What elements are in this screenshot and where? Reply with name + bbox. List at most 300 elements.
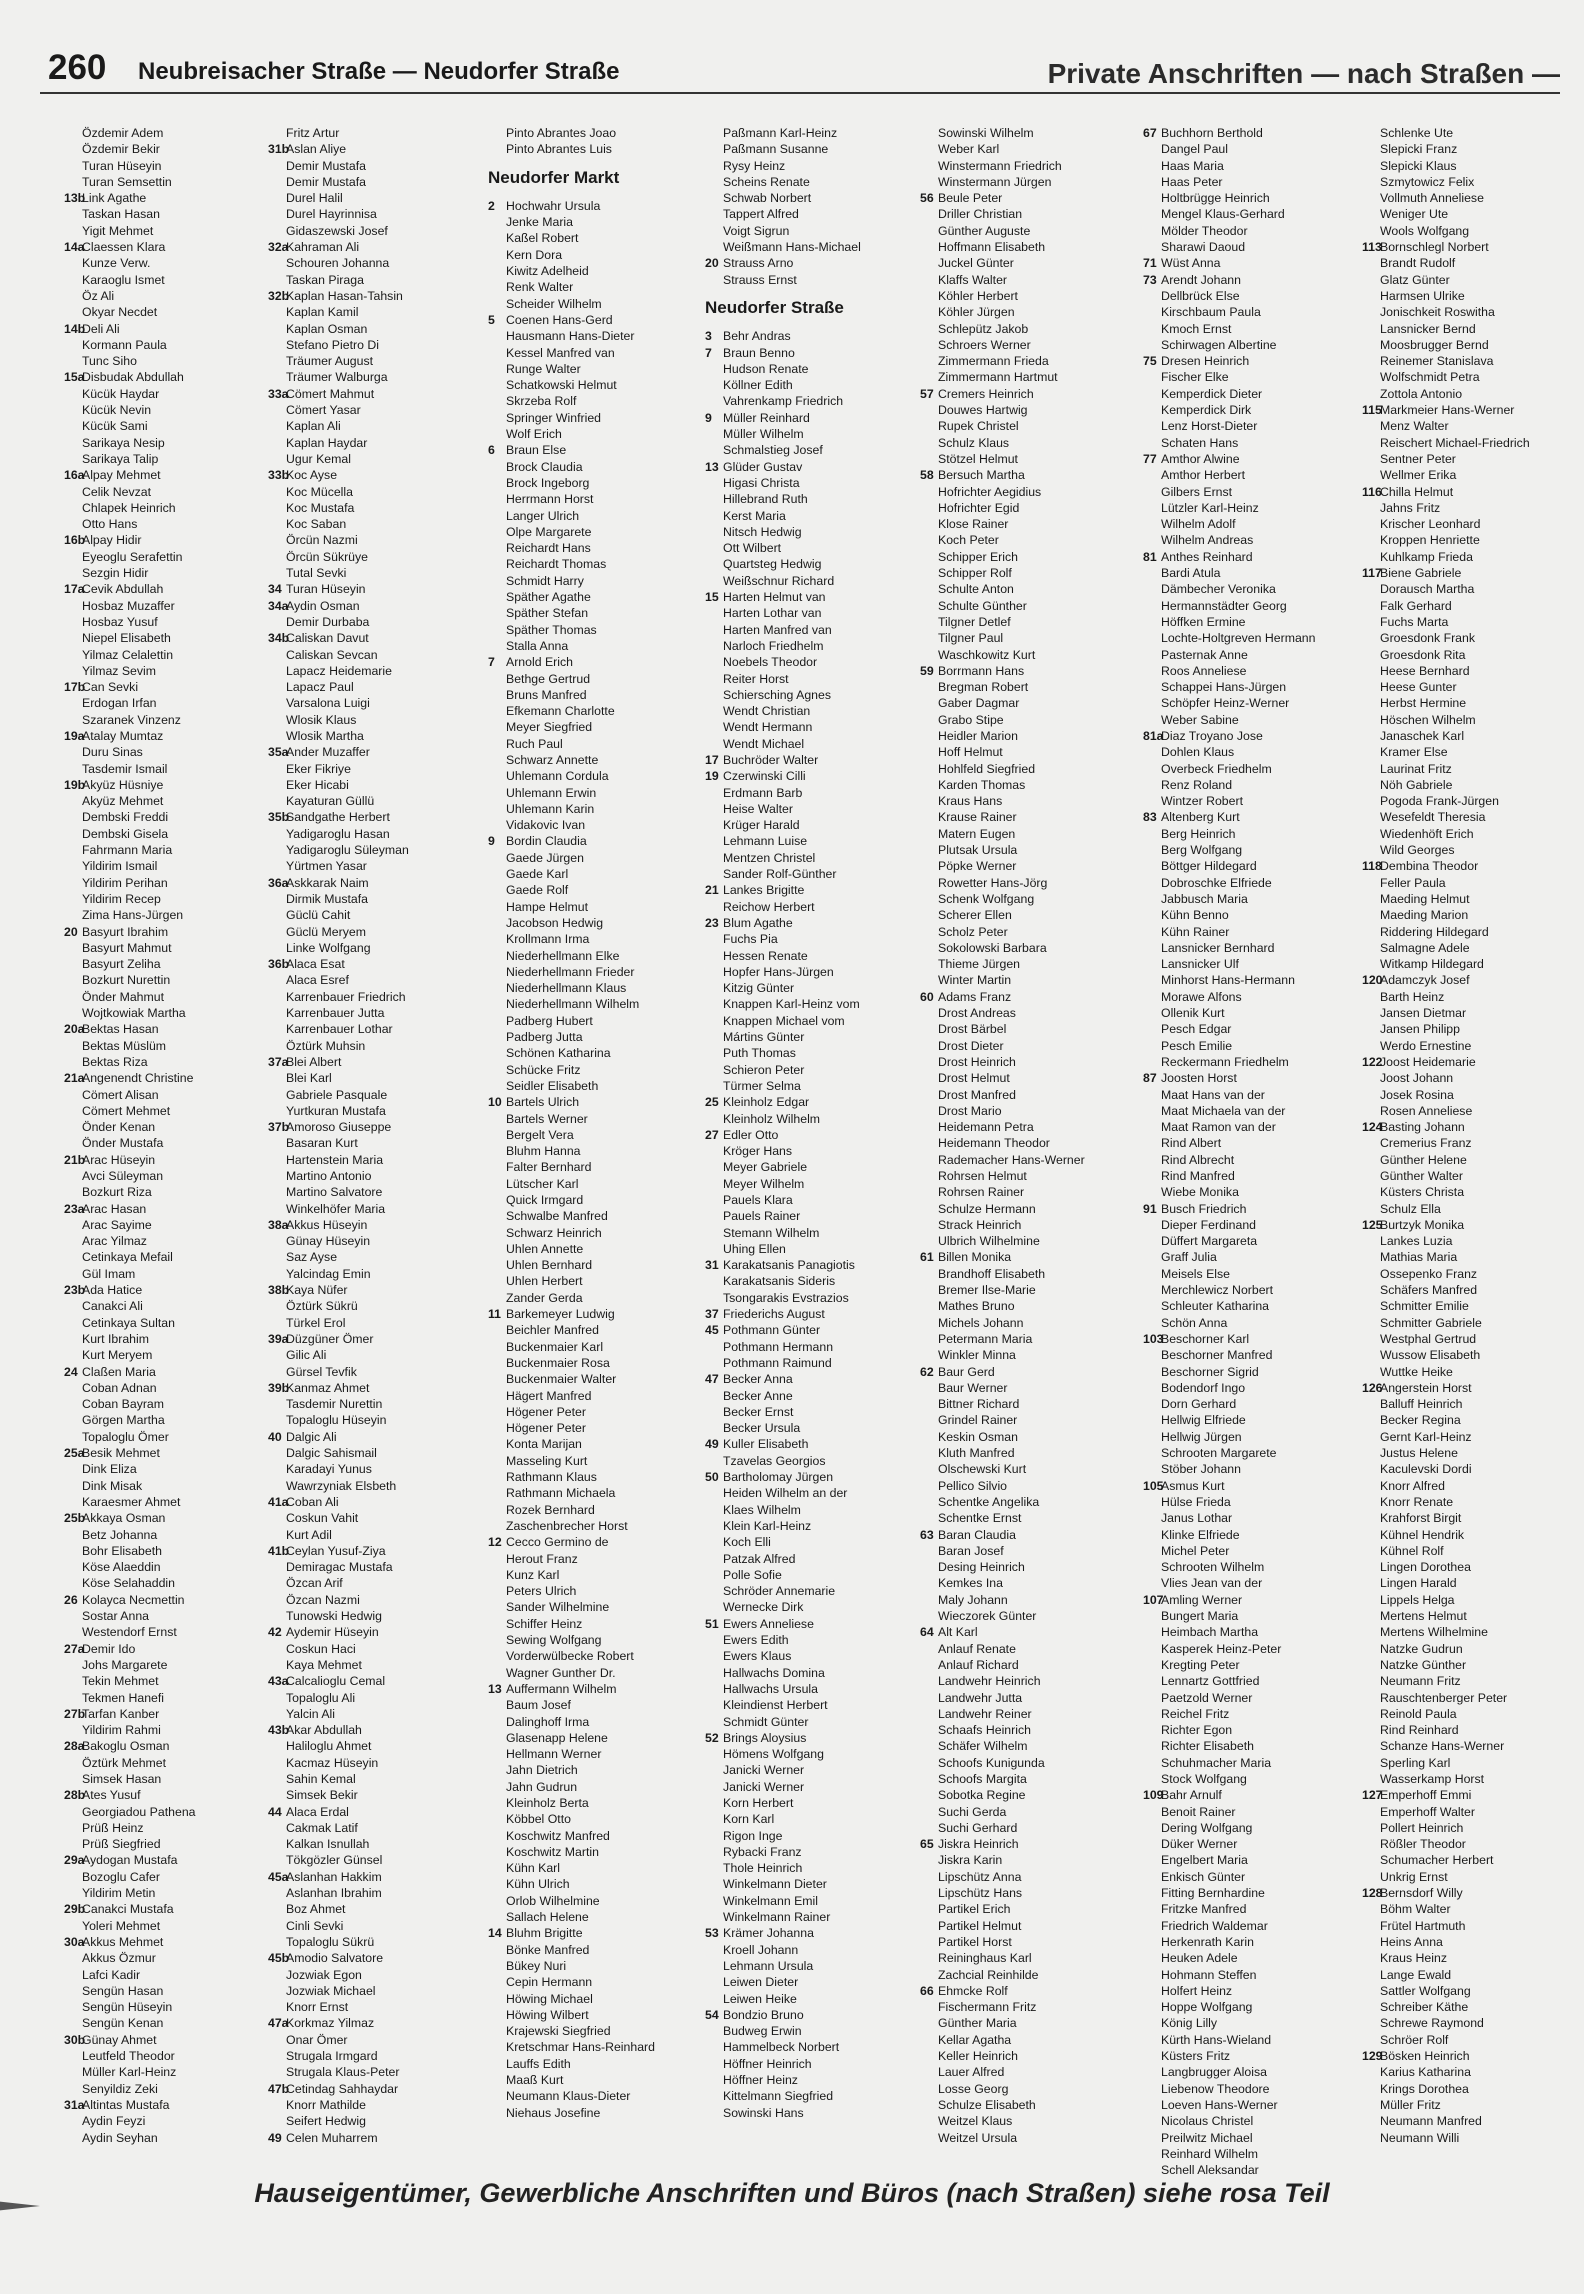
- resident-entry: [488, 1714, 698, 1730]
- resident-name: Ehmcke Rolf: [938, 1983, 1008, 1998]
- resident-entry: [268, 484, 478, 500]
- resident-name: Pollert Heinrich: [1380, 1820, 1464, 1835]
- resident-entry: [1143, 1298, 1353, 1314]
- resident-entry: [1143, 1054, 1353, 1070]
- resident-entry: [1143, 190, 1353, 206]
- resident-name: Yilmaz Sevim: [82, 663, 157, 678]
- resident-entry: [64, 1217, 274, 1233]
- resident-name: Tappert Alfred: [723, 207, 799, 222]
- house-number: 23b: [64, 1283, 86, 1298]
- resident-name: Friedrich Waldemar: [1161, 1918, 1268, 1933]
- resident-entry: [268, 2032, 478, 2048]
- resident-name: Kluth Manfred: [938, 1446, 1015, 1461]
- house-number: 41a: [268, 1494, 289, 1509]
- resident-name: Örcün Nazmi: [286, 533, 358, 548]
- resident-name: Jahn Dietrich: [506, 1763, 578, 1778]
- resident-entry: [1143, 1135, 1353, 1151]
- resident-entry: [488, 1551, 698, 1567]
- resident-entry: [1362, 1103, 1562, 1119]
- resident-entry: [920, 1380, 1130, 1396]
- house-number: 77: [1143, 451, 1157, 466]
- resident-entry: [64, 1657, 274, 1673]
- house-number: 59: [920, 663, 934, 678]
- directory-column: [1143, 125, 1353, 2178]
- resident-name: Reininghaus Karl: [938, 1951, 1032, 1966]
- resident-name: Sarikaya Talip: [82, 451, 159, 466]
- resident-name: Höschen Wilhelm: [1380, 712, 1476, 727]
- resident-name: Holtbrügge Heinrich: [1161, 191, 1270, 206]
- house-number: 25b: [64, 1511, 86, 1526]
- resident-name: Beichler Manfred: [506, 1323, 599, 1338]
- resident-entry: [1143, 1950, 1353, 1966]
- resident-entry: [268, 1950, 478, 1966]
- resident-entry: [920, 2130, 1130, 2146]
- resident-entry: [1143, 581, 1353, 597]
- house-number: 28a: [64, 1739, 85, 1754]
- resident-entry: [268, 1967, 478, 1983]
- resident-entry: [1362, 744, 1562, 760]
- resident-entry: [268, 1722, 478, 1738]
- resident-name: Dink Misak: [82, 1478, 143, 1493]
- resident-name: Kanmaz Ahmet: [286, 1380, 370, 1395]
- resident-entry: [705, 671, 915, 687]
- resident-entry: [268, 614, 478, 630]
- resident-entry: [1362, 1201, 1562, 1217]
- resident-name: Gidaszewski Josef: [286, 223, 388, 238]
- resident-name: Prüß Siegfried: [82, 1837, 161, 1852]
- resident-entry: [268, 158, 478, 174]
- resident-entry: [268, 1054, 478, 1070]
- resident-name: Turan Hüseyin: [82, 158, 162, 173]
- resident-name: Kleinholz Edgar: [723, 1095, 810, 1110]
- resident-entry: [64, 1624, 274, 1640]
- resident-entry: [268, 1461, 478, 1477]
- resident-entry: [920, 1070, 1130, 1086]
- resident-entry: [488, 1208, 698, 1224]
- resident-entry: [488, 247, 698, 263]
- resident-name: Akar Abdullah: [286, 1723, 362, 1738]
- resident-name: Coban Bayram: [82, 1397, 165, 1412]
- resident-name: Czerwinski Cilli: [723, 769, 806, 784]
- resident-name: Angenendt Christine: [82, 1071, 194, 1086]
- resident-name: Jansen Philipp: [1380, 1022, 1460, 1037]
- resident-entry: [920, 581, 1130, 597]
- resident-name: Michel Peter: [1161, 1543, 1230, 1558]
- resident-entry: [488, 508, 698, 524]
- resident-name: Rauschtenberger Peter: [1380, 1690, 1508, 1705]
- resident-entry: [920, 1429, 1130, 1445]
- resident-entry: [1362, 1706, 1562, 1722]
- resident-entry: [1362, 1641, 1562, 1657]
- resident-name: Schöpfer Heinz-Werner: [1161, 696, 1290, 711]
- house-number: 41b: [268, 1543, 290, 1558]
- resident-name: Mertens Helmut: [1380, 1609, 1467, 1624]
- resident-entry: [705, 1665, 915, 1681]
- resident-entry: [268, 842, 478, 858]
- resident-entry: [1362, 190, 1562, 206]
- resident-name: Bungert Maria: [1161, 1609, 1239, 1624]
- resident-name: Engelbert Maria: [1161, 1853, 1248, 1868]
- resident-name: Krahforst Birgit: [1380, 1511, 1462, 1526]
- resident-entry: [268, 1999, 478, 2015]
- resident-name: Chilla Helmut: [1380, 484, 1454, 499]
- resident-name: Bozkurt Riza: [82, 1185, 152, 1200]
- resident-entry: [1362, 1038, 1562, 1054]
- resident-name: Adams Franz: [938, 989, 1012, 1004]
- resident-name: Cetindag Sahhaydar: [286, 2081, 399, 2096]
- resident-name: Rademacher Hans-Werner: [938, 1152, 1085, 1167]
- resident-entry: [1362, 174, 1562, 190]
- resident-name: Lennartz Gottfried: [1161, 1674, 1260, 1689]
- resident-entry: [1143, 924, 1353, 940]
- resident-entry: [1362, 1738, 1562, 1754]
- resident-entry: [1143, 2064, 1353, 2080]
- resident-name: Moosbrugger Bernd: [1380, 337, 1489, 352]
- resident-entry: [268, 1836, 478, 1852]
- resident-name: Özcan Arif: [286, 1576, 343, 1591]
- resident-name: Wawrzyniak Elsbeth: [286, 1478, 397, 1493]
- resident-name: Hellmann Werner: [506, 1747, 602, 1762]
- resident-entry: [268, 141, 478, 157]
- resident-name: Burtzyk Monika: [1380, 1217, 1465, 1232]
- resident-entry: [64, 989, 274, 1005]
- resident-entry: [1143, 174, 1353, 190]
- resident-name: Beule Peter: [938, 191, 1003, 206]
- resident-name: Bozoglu Cafer: [82, 1869, 160, 1884]
- resident-name: Heuken Adele: [1161, 1951, 1238, 1966]
- resident-entry: [268, 516, 478, 532]
- resident-name: Pauels Klara: [723, 1193, 793, 1207]
- resident-entry: [1362, 1184, 1562, 1200]
- resident-name: Leiwen Heike: [723, 1991, 797, 2006]
- resident-name: Klinke Elfriede: [1161, 1527, 1240, 1542]
- resident-name: Simsek Hasan: [82, 1771, 162, 1786]
- resident-name: Janicki Werner: [723, 1779, 805, 1794]
- resident-entry: [1362, 2048, 1562, 2064]
- resident-entry: [920, 1738, 1130, 1754]
- resident-name: Haliloglu Ahmet: [286, 1739, 372, 1754]
- resident-name: Höffner Heinz: [723, 2073, 798, 2088]
- resident-name: Strugala Irmgard: [286, 2049, 378, 2064]
- resident-name: Strack Heinrich: [938, 1217, 1022, 1232]
- resident-entry: [488, 1665, 698, 1681]
- resident-entry: [920, 1266, 1130, 1282]
- resident-name: Wlosik Martha: [286, 728, 364, 743]
- resident-entry: [705, 442, 915, 458]
- resident-name: Högener Peter: [506, 1421, 586, 1436]
- resident-entry: [1362, 875, 1562, 891]
- resident-entry: [920, 972, 1130, 988]
- house-number: 30b: [64, 2032, 86, 2047]
- resident-name: Kahraman Ali: [286, 240, 360, 255]
- resident-name: Stöber Johann: [1161, 1462, 1241, 1477]
- resident-name: Can Sevki: [82, 680, 139, 695]
- resident-entry: [705, 1909, 915, 1925]
- resident-entry: [920, 875, 1130, 891]
- resident-name: Reischert Michael-Friedrich: [1380, 435, 1530, 450]
- resident-entry: [920, 2064, 1130, 2080]
- resident-entry: [1362, 1152, 1562, 1168]
- resident-name: Partikel Horst: [938, 1934, 1012, 1949]
- resident-name: Bektas Riza: [82, 1054, 148, 1069]
- resident-name: Gaede Jürgen: [506, 850, 584, 865]
- resident-entry: [64, 826, 274, 842]
- resident-name: Arnold Erich: [506, 655, 573, 670]
- resident-entry: [1143, 1804, 1353, 1820]
- resident-name: Akyüz Hüsniye: [82, 777, 164, 792]
- resident-name: Quartsteg Hedwig: [723, 557, 822, 572]
- resident-entry: [920, 1575, 1130, 1591]
- resident-entry: [64, 1722, 274, 1738]
- resident-entry: [920, 1901, 1130, 1917]
- resident-name: Sowinski Hans: [723, 2105, 804, 2120]
- resident-name: Wernecke Dirk: [723, 1600, 804, 1615]
- resident-name: Akkus Hüseyin: [286, 1217, 368, 1232]
- resident-entry: [488, 1567, 698, 1583]
- resident-name: Uhlen Bernhard: [506, 1258, 593, 1273]
- resident-entry: [268, 500, 478, 516]
- resident-entry: [920, 1233, 1130, 1249]
- resident-name: Jahn Gudrun: [506, 1779, 578, 1794]
- resident-entry: [920, 1852, 1130, 1868]
- resident-entry: [920, 1038, 1130, 1054]
- resident-entry: [705, 2088, 915, 2104]
- resident-name: Schulze Hermann: [938, 1201, 1036, 1216]
- resident-entry: [1362, 353, 1562, 369]
- resident-name: Billen Monika: [938, 1250, 1012, 1265]
- resident-entry: [268, 1755, 478, 1771]
- resident-name: Kücük Haydar: [82, 386, 160, 401]
- resident-name: Paßmann Karl-Heinz: [723, 126, 838, 140]
- resident-entry: [268, 1119, 478, 1135]
- resident-name: Dellbrück Else: [1161, 288, 1240, 303]
- house-number: 17: [705, 752, 719, 767]
- resident-name: Strauss Ernst: [723, 272, 797, 287]
- resident-name: Dink Eliza: [82, 1462, 137, 1477]
- resident-name: Basyurt Mahmut: [82, 940, 172, 955]
- resident-entry: [64, 1184, 274, 1200]
- resident-name: Schoofs Kunigunda: [938, 1755, 1045, 1770]
- resident-entry: [920, 532, 1130, 548]
- resident-name: Dresen Heinrich: [1161, 354, 1250, 369]
- resident-name: Kuller Elisabeth: [723, 1437, 809, 1452]
- resident-name: Wolfschmidt Petra: [1380, 370, 1480, 385]
- resident-entry: [1362, 630, 1562, 646]
- resident-entry: [488, 915, 698, 931]
- resident-name: Dembina Theodor: [1380, 859, 1479, 874]
- resident-name: Bodendorf Ingo: [1161, 1380, 1246, 1395]
- resident-name: Dering Wolfgang: [1161, 1820, 1253, 1835]
- resident-name: Karius Katharina: [1380, 2065, 1471, 2080]
- resident-name: Boz Ahmet: [286, 1902, 346, 1917]
- resident-name: Maeding Helmut: [1380, 891, 1470, 906]
- resident-entry: [268, 1641, 478, 1657]
- house-number: 31b: [268, 142, 290, 157]
- resident-name: Leiwen Dieter: [723, 1975, 799, 1990]
- resident-entry: [1362, 1396, 1562, 1412]
- resident-entry: [488, 2105, 698, 2121]
- resident-entry: [1143, 1657, 1353, 1673]
- resident-entry: [488, 1257, 698, 1273]
- resident-entry: [268, 761, 478, 777]
- resident-entry: [268, 1624, 478, 1640]
- resident-entry: [1143, 1559, 1353, 1575]
- resident-name: Janaschek Karl: [1380, 728, 1465, 743]
- resident-name: Wieczorek Günter: [938, 1609, 1037, 1624]
- resident-name: Rohrsen Rainer: [938, 1185, 1025, 1200]
- resident-entry: [920, 353, 1130, 369]
- resident-name: Türmer Selma: [723, 1078, 801, 1093]
- resident-entry: [920, 842, 1130, 858]
- resident-name: Hohmann Steffen: [1161, 1967, 1257, 1982]
- resident-entry: [920, 1054, 1130, 1070]
- resident-name: Gilbers Ernst: [1161, 484, 1233, 499]
- resident-name: Winkler Minna: [938, 1348, 1016, 1363]
- resident-name: Desing Heinrich: [938, 1560, 1025, 1575]
- resident-entry: [488, 426, 698, 442]
- resident-entry: [1362, 1608, 1562, 1624]
- resident-name: Waschkowitz Kurt: [938, 647, 1036, 662]
- resident-entry: [1362, 451, 1562, 467]
- resident-name: Baur Werner: [938, 1380, 1008, 1395]
- resident-name: Öztürk Sükrü: [286, 1299, 358, 1314]
- resident-entry: [1143, 972, 1353, 988]
- resident-name: Suchi Gerda: [938, 1804, 1007, 1819]
- house-number: 39b: [268, 1380, 290, 1395]
- resident-entry: [1362, 467, 1562, 483]
- resident-name: Mertens Wilhelmine: [1380, 1625, 1488, 1640]
- resident-entry: [1143, 516, 1353, 532]
- resident-entry: [920, 809, 1130, 825]
- resident-entry: [1143, 1103, 1353, 1119]
- house-number: 50: [705, 1470, 719, 1485]
- house-number: 27a: [64, 1641, 85, 1656]
- resident-name: Mölder Theodor: [1161, 223, 1248, 238]
- resident-entry: [1143, 1575, 1353, 1591]
- resident-entry: [1143, 223, 1353, 239]
- resident-name: Betz Johanna: [82, 1527, 158, 1542]
- resident-name: Dalgic Ali: [286, 1429, 337, 1444]
- resident-name: Sandgathe Herbert: [286, 810, 390, 825]
- resident-name: Westphal Gertrud: [1380, 1331, 1477, 1346]
- resident-entry: [488, 1795, 698, 1811]
- resident-entry: [488, 1681, 698, 1697]
- resident-entry: [705, 736, 915, 752]
- resident-name: Winstermann Friedrich: [938, 158, 1062, 173]
- house-number: 16b: [64, 533, 86, 548]
- resident-entry: [64, 141, 274, 157]
- resident-name: Sallach Helene: [506, 1910, 589, 1925]
- resident-name: Aydin Feyzi: [82, 2114, 146, 2129]
- resident-entry: [64, 1543, 274, 1559]
- house-number: 32a: [268, 240, 289, 255]
- house-number: 52: [705, 1730, 719, 1745]
- resident-name: Rybacki Franz: [723, 1844, 802, 1859]
- resident-entry: [705, 393, 915, 409]
- house-number: 34a: [268, 598, 289, 613]
- resident-entry: [705, 1192, 915, 1208]
- resident-name: Herrmann Horst: [506, 492, 594, 507]
- resident-name: Schlenke Ute: [1380, 126, 1454, 140]
- resident-name: Knappen Michael vom: [723, 1013, 845, 1028]
- resident-entry: [488, 801, 698, 817]
- resident-entry: [705, 1551, 915, 1567]
- resident-name: Arac Hasan: [82, 1201, 147, 1216]
- resident-name: Cakmak Latif: [286, 1820, 358, 1835]
- resident-name: Nitsch Hedwig: [723, 524, 802, 539]
- resident-entry: [64, 1608, 274, 1624]
- resident-name: Fritz Artur: [286, 126, 340, 140]
- resident-name: Hoff Helmut: [938, 745, 1003, 760]
- resident-name: Düzgüner Ömer: [286, 1331, 374, 1346]
- resident-name: Hosbaz Muzaffer: [82, 598, 175, 613]
- resident-entry: [1362, 386, 1562, 402]
- resident-entry: [1362, 858, 1562, 874]
- resident-entry: [64, 500, 274, 516]
- house-number: 35b: [268, 810, 290, 825]
- resident-name: Jansen Dietmar: [1380, 1006, 1467, 1021]
- resident-entry: [705, 980, 915, 996]
- resident-name: Richter Elisabeth: [1161, 1739, 1254, 1754]
- resident-entry: [1143, 1901, 1353, 1917]
- resident-name: Sengün Kenan: [82, 2016, 164, 2031]
- resident-name: Knorr Mathilde: [286, 2097, 366, 2112]
- resident-entry: [1362, 516, 1562, 532]
- resident-entry: [64, 174, 274, 190]
- house-number: 124: [1362, 1120, 1383, 1135]
- house-number: 34b: [268, 631, 290, 646]
- resident-entry: [1143, 549, 1353, 565]
- resident-name: Schmidt Harry: [506, 573, 584, 588]
- resident-name: Sharawi Daoud: [1161, 240, 1246, 255]
- resident-name: Schuhmacher Maria: [1161, 1755, 1272, 1770]
- resident-entry: [268, 1217, 478, 1233]
- resident-name: Meyer Gabriele: [723, 1160, 808, 1175]
- resident-entry: [1143, 1087, 1353, 1103]
- resident-entry: [64, 1331, 274, 1347]
- resident-entry: [64, 761, 274, 777]
- resident-name: Zimmermann Hartmut: [938, 370, 1058, 385]
- resident-entry: [920, 1999, 1130, 2015]
- house-number: 44: [268, 1804, 282, 1819]
- resident-name: Meisels Else: [1161, 1266, 1231, 1281]
- resident-entry: [1362, 1315, 1562, 1331]
- resident-entry: [1143, 1527, 1353, 1543]
- resident-entry: [268, 1152, 478, 1168]
- resident-entry: [64, 1168, 274, 1184]
- resident-entry: [920, 1461, 1130, 1477]
- resident-name: Aydogan Mustafa: [82, 1853, 178, 1868]
- resident-entry: [268, 1087, 478, 1103]
- resident-entry: [920, 386, 1130, 402]
- resident-entry: [1143, 1266, 1353, 1282]
- resident-entry: [705, 915, 915, 931]
- resident-name: Kraus Hans: [938, 794, 1003, 809]
- house-number: 38b: [268, 1283, 290, 1298]
- resident-name: Schmalstieg Josef: [723, 443, 823, 458]
- resident-name: Kaplan Kamil: [286, 305, 359, 320]
- resident-entry: [705, 1991, 915, 2007]
- resident-entry: [705, 573, 915, 589]
- resident-name: Rind Albert: [1161, 1136, 1222, 1151]
- resident-entry: [1362, 1673, 1562, 1689]
- resident-name: Joost Johann: [1380, 1071, 1454, 1086]
- resident-entry: [268, 695, 478, 711]
- resident-name: Höffner Heinrich: [723, 2056, 812, 2071]
- resident-entry: [705, 508, 915, 524]
- resident-name: Wlosik Klaus: [286, 712, 357, 727]
- resident-entry: [1362, 1249, 1562, 1265]
